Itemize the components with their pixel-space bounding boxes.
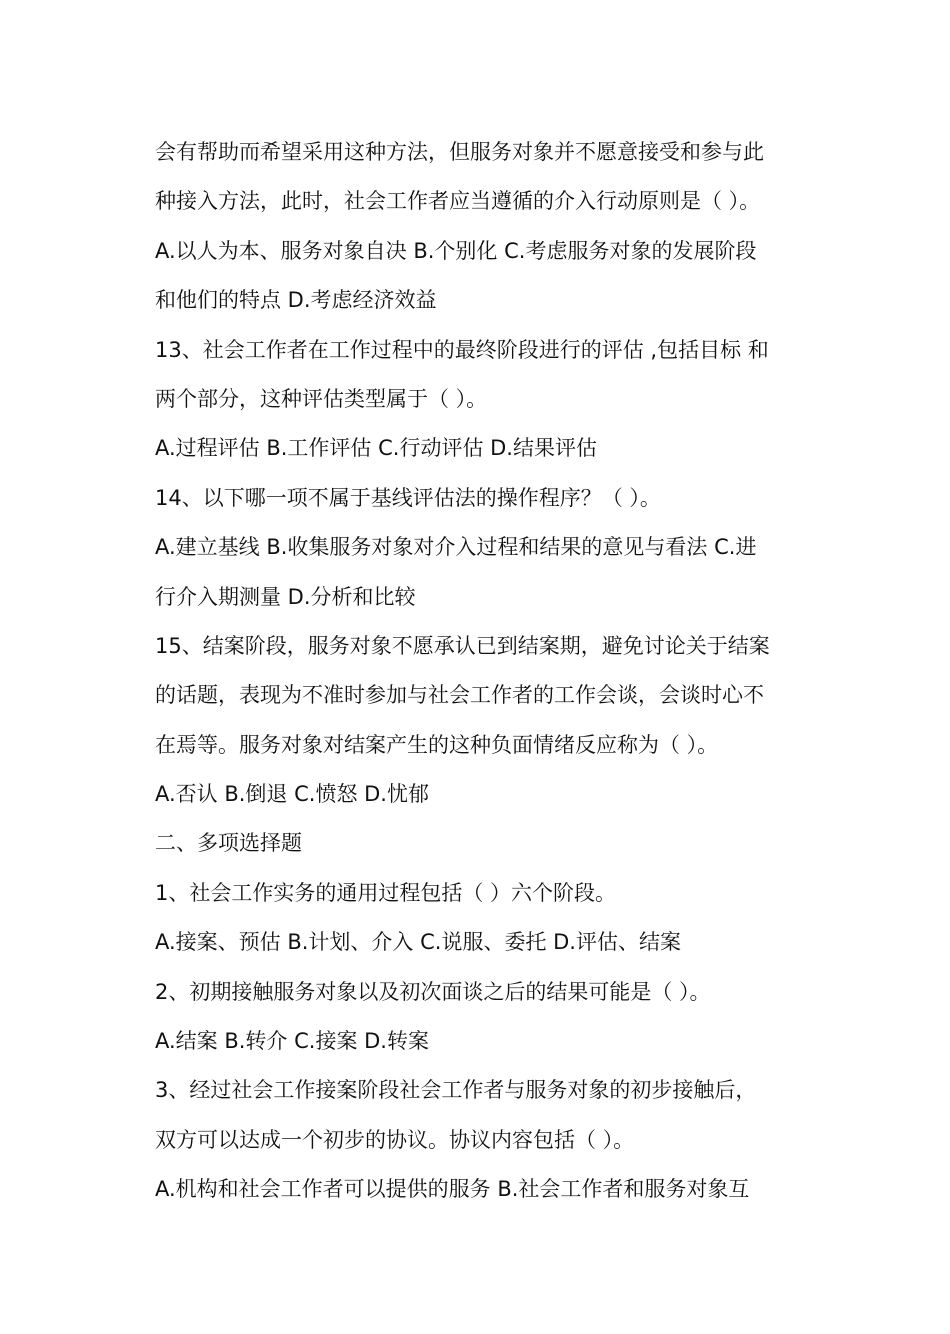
question-2: 2、初期接触服务对象以及初次面谈之后的结果可能是（ ）。 (155, 979, 711, 1004)
question-3: 3、经过社会工作接案阶段社会工作者与服务对象的初步接触后， (155, 1078, 757, 1103)
text-line: 种接入方法，此时，社会工作者应当遵循的介入行动原则是（ ）。 (155, 189, 761, 214)
answer-options: A.否认 B.倒退 C.愤怒 D.忧郁 (155, 782, 429, 807)
answer-options: A.接案、预估 B.计划、介入 C.说服、委托 D.评估、结案 (155, 930, 681, 955)
question-14: 14、以下哪一项不属于基线评估法的操作程序？（ ）。 (155, 485, 661, 510)
answer-options: A.以人为本、服务对象自决 B.个别化 C.考虑服务对象的发展阶段 (155, 238, 757, 263)
answer-options: A.建立基线 B.收集服务对象对介入过程和结果的意见与看法 C.进 (155, 535, 757, 560)
section-heading: 二、多项选择题 (155, 831, 302, 856)
answer-options: 行介入期测量 D.分析和比较 (155, 584, 416, 609)
text-line: 在焉等。服务对象对结案产生的这种负面情绪反应称为（ ）。 (155, 732, 719, 757)
text-line: 会有帮助而希望采用这种方法，但服务对象并不愿意接受和参与此 (155, 140, 764, 164)
question-13: 13、社会工作者在工作过程中的最终阶段进行的评估 ,包括目标 和 (155, 337, 769, 362)
document-body (155, 128, 805, 1215)
answer-options: A.过程评估 B.工作评估 C.行动评估 D.结果评估 (155, 436, 597, 461)
text-line: 双方可以达成一个初步的协议。协议内容包括（ ）。 (155, 1127, 635, 1152)
text-line: 的话题，表现为不准时参加与社会工作者的工作会谈，会谈时心不 (155, 683, 764, 708)
question-1: 1、社会工作实务的通用过程包括（ ）六个阶段。 (155, 880, 617, 905)
answer-options: A.结案 B.转介 C.接案 D.转案 (155, 1029, 429, 1054)
answer-options: 和他们的特点 D.考虑经济效益 (155, 288, 437, 313)
answer-options: A.机构和社会工作者可以提供的服务 B.社会工作者和服务对象互 (155, 1177, 750, 1202)
text-line: 两个部分，这种评估类型属于（ ）。 (155, 386, 488, 411)
question-15: 15、结案阶段，服务对象不愿承认已到结案期，避免讨论关于结案 (155, 633, 770, 658)
